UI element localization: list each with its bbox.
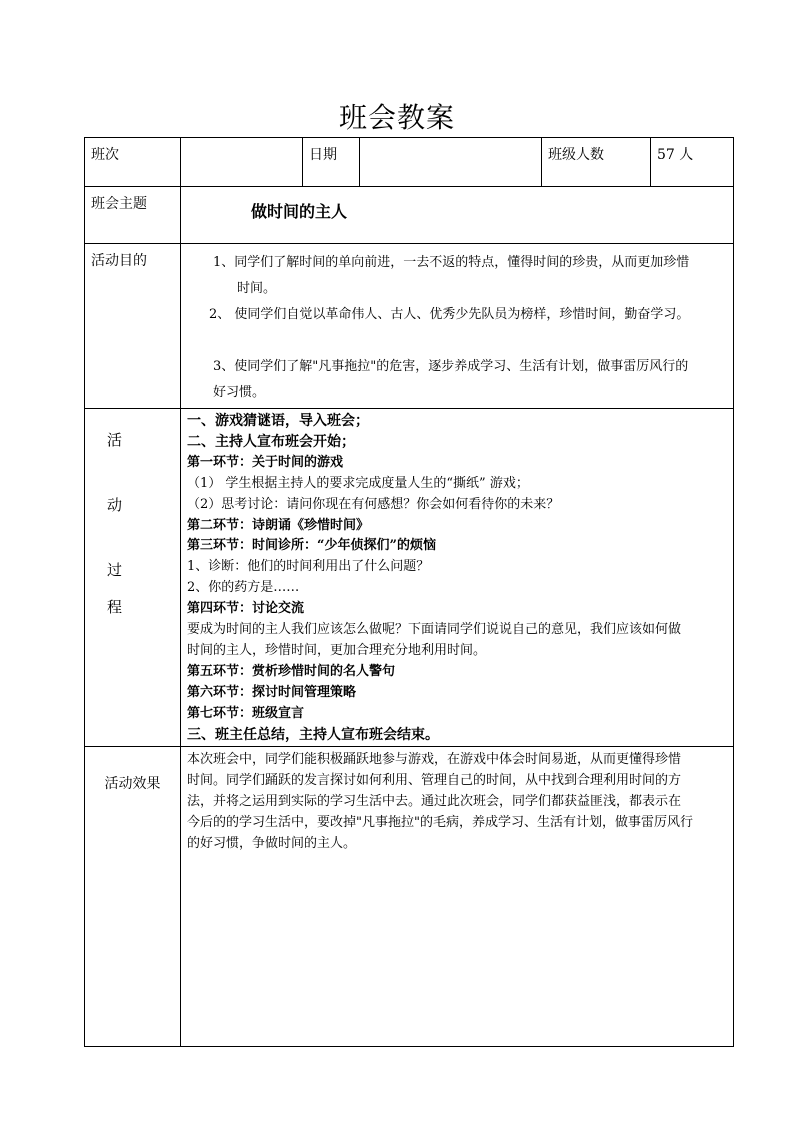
process-line: 一、游戏猜谜语，导入班会； bbox=[187, 413, 369, 429]
process-line: 二、主持人宣布班会开始； bbox=[187, 433, 355, 450]
goal-item-3a: 3、使同学们了解"凡事拖拉"的危害，逐步养成学习、生活有计划，做事雷厉风行的 bbox=[213, 359, 689, 374]
process-row bbox=[85, 409, 734, 747]
process-line: 要成为时间的主人我们应该怎么做呢？下面请同学们说说自己的意见，我们应该如何做 bbox=[187, 622, 682, 638]
process-line: （1） 学生根据主持人的要求完成度量人生的“撕纸” 游戏； bbox=[187, 475, 529, 491]
goal-item-2: 2、 使同学们自觉以革命伟人、古人、优秀少先队员为榜样，珍惜时间，勤奋学习。 bbox=[209, 307, 690, 322]
class-size-value: 57 人 bbox=[651, 138, 734, 187]
goals-row bbox=[85, 244, 734, 409]
process-line: 第一环节：关于时间的游戏 bbox=[187, 454, 344, 470]
process-label-char-1: 活 bbox=[107, 431, 123, 449]
goal-item-3b: 好习惯。 bbox=[213, 385, 266, 400]
process-label-char-4: 程 bbox=[107, 598, 123, 616]
process-line: 第六环节：探讨时间管理策略 bbox=[187, 684, 357, 700]
process-line: 第五环节：赏析珍惜时间的名人警句 bbox=[187, 663, 396, 679]
class-value-cell[interactable] bbox=[181, 138, 303, 187]
process-cell bbox=[181, 409, 734, 747]
class-label: 班次 bbox=[85, 138, 181, 187]
theme-label: 班会主题 bbox=[85, 187, 181, 244]
theme-cell bbox=[181, 187, 734, 244]
effect-line: 法，并将之运用到实际的学习生活中去。通过此次班会，同学们都获益匪浅，都表示在 bbox=[187, 793, 682, 809]
goal-item-1a: 1、同学们了解时间的单向前进，一去不返的特点，懂得时间的珍贵，从而更加珍惜 bbox=[213, 255, 690, 270]
goal-item-1b: 时间。 bbox=[237, 281, 277, 296]
goals-label: 活动目的 bbox=[85, 244, 181, 409]
process-line: 第七环节：班级宣言 bbox=[187, 705, 305, 721]
process-line: 第三环节：时间诊所：“少年侦探们”的烦恼 bbox=[187, 538, 436, 554]
process-label-char-3: 过 bbox=[107, 561, 123, 579]
process-label-cell bbox=[85, 409, 181, 747]
header-row bbox=[85, 138, 734, 187]
effect-row bbox=[85, 746, 734, 1046]
effect-line: 本次班会中，同学们能积极踊跃地参与游戏，在游戏中体会时间易逝，从而更懂得珍惜 bbox=[187, 751, 682, 767]
effect-line: 的好习惯，争做时间的主人。 bbox=[187, 835, 357, 851]
process-label-char-2: 动 bbox=[107, 496, 123, 514]
goals-cell bbox=[181, 244, 734, 409]
process-line: （2）思考讨论：请问你现在有何感想？你会如何看待你的未来？ bbox=[187, 496, 560, 512]
process-line: 1、诊断：他们的时间利用出了什么问题？ bbox=[187, 559, 430, 575]
process-line: 时间的主人，珍惜时间，更加合理充分地利用时间。 bbox=[187, 642, 487, 658]
process-line: 第二环节：诗朗诵《珍惜时间》 bbox=[187, 517, 370, 533]
date-label: 日期 bbox=[303, 138, 360, 187]
theme-value: 做时间的主人 bbox=[251, 202, 348, 221]
theme-row bbox=[85, 187, 734, 244]
date-value-cell[interactable] bbox=[360, 138, 542, 187]
process-line: 2、你的药方是…… bbox=[187, 580, 300, 596]
page-title: 班会教案 bbox=[338, 101, 455, 134]
lesson-plan-table bbox=[84, 137, 734, 1047]
class-size-label: 班级人数 bbox=[542, 138, 651, 187]
effect-label: 活动效果 bbox=[85, 746, 181, 1046]
process-line: 第四环节：讨论交流 bbox=[187, 601, 305, 617]
effect-line: 时间。同学们踊跃的发言探讨如何利用、管理自己的时间，从中找到合理利用时间的方 bbox=[187, 772, 682, 788]
process-line: 三、班主任总结，主持人宣布班会结束。 bbox=[187, 726, 439, 743]
effect-cell bbox=[181, 746, 734, 1046]
effect-line: 今后的的学习生活中，要改掉"凡事拖拉"的毛病，养成学习、生活有计划，做事雷厉风行 bbox=[187, 814, 693, 830]
